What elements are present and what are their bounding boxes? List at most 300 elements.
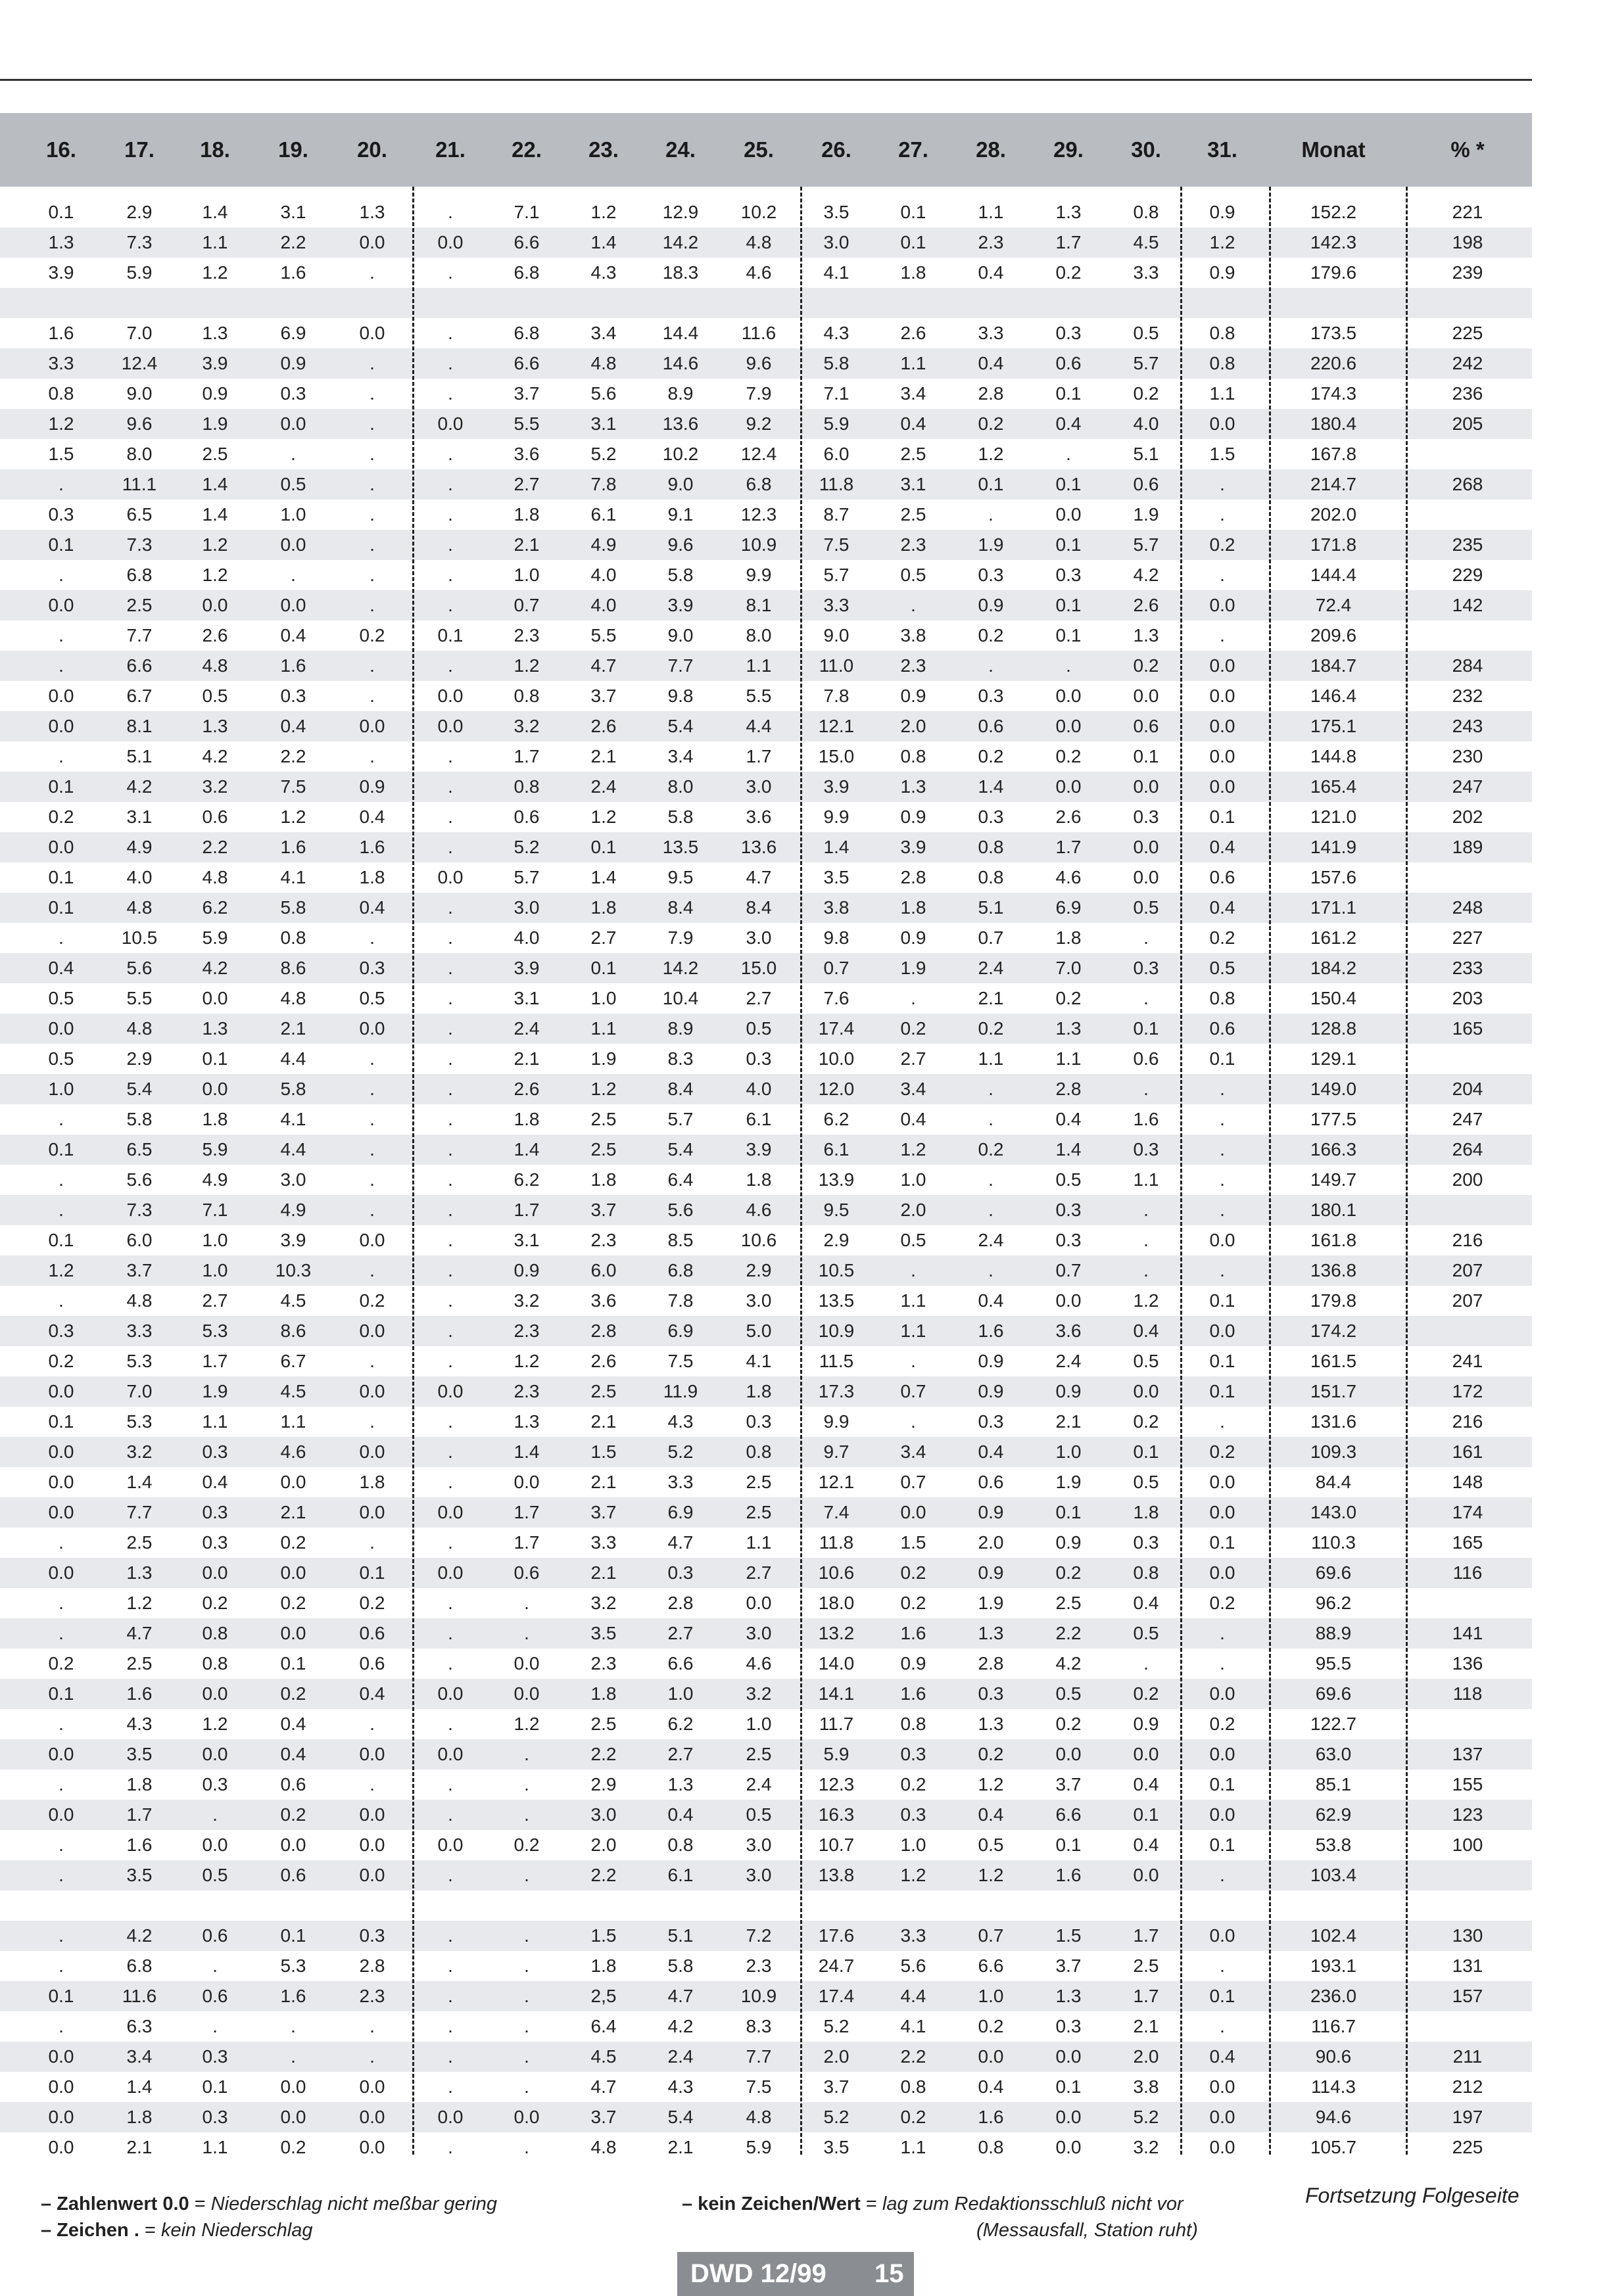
table-cell: 0.0 [1209,1502,1235,1522]
table-cell: 0.2 [1055,746,1082,766]
table-cell: 9.6 [667,534,694,555]
table-cell: 0.7 [978,1925,1004,1946]
table-cell: 1.1 [202,1411,228,1432]
table-cell: 232 [1452,686,1483,706]
table-cell: 2.8 [359,1956,385,1976]
table-cell: 6.8 [514,262,540,283]
table-cell: 0.9 [1055,1381,1082,1401]
table-row [0,621,1532,651]
table-cell: 0.6 [202,807,228,827]
table-cell: 3.3 [126,1321,153,1341]
table-cell: 0.2 [48,1351,74,1371]
table-cell: . [524,1774,529,1794]
table-cell: 2.6 [1055,807,1082,827]
table-cell: 0.0 [1209,655,1235,676]
table-cell: 5.3 [126,1411,153,1432]
table-cell: 13.2 [818,1623,855,1643]
table-cell: 1.2 [900,1865,926,1885]
table-cell: 9.6 [746,353,772,373]
table-cell: 6.2 [202,897,228,918]
table-cell: 4.5 [590,2046,617,2067]
table-cell: 5.6 [590,383,617,404]
table-cell: 0.2 [359,1593,385,1613]
table-cell [336,288,408,318]
table-cell: 0.2 [359,1290,385,1311]
table-cell [1281,288,1386,318]
table-cell: . [59,1200,64,1220]
table-cell: 0.0 [437,1502,464,1522]
table-cell: 1.6 [900,1683,926,1704]
table-cell: 3.7 [590,1200,617,1220]
table-cell [1422,862,1514,893]
table-cell: 174 [1452,1502,1483,1522]
table-cell: 5.5 [590,625,617,645]
table-cell: 5.7 [1133,353,1159,373]
table-cell: 17.4 [818,1986,855,2006]
table-cell: 0.3 [359,958,385,978]
table-cell: 9.0 [126,383,153,404]
table-cell: 15.0 [740,958,777,978]
table-cell: 5.7 [823,565,849,585]
table-cell: 0.0 [48,2107,74,2127]
table-cell: 4.9 [590,534,617,555]
table-cell: 14.1 [818,1683,855,1704]
table-cell: 1.3 [514,1411,540,1432]
table-cell: 4.8 [202,655,228,676]
table-cell: 2.0 [900,1200,926,1220]
table-cell: . [911,1260,916,1280]
table-cell: 1.9 [202,413,228,434]
table-cell: 4.4 [900,1986,926,2006]
table-cell: 69.6 [1315,1683,1352,1704]
table-cell: . [988,1260,993,1280]
table-cell: 0.2 [48,1653,74,1674]
table-cell: 0.1 [978,474,1004,494]
table-cell [1422,288,1514,318]
table-cell: 148 [1452,1472,1483,1492]
table-cell: 4.8 [746,2107,772,2127]
table-cell: 0.0 [359,323,385,343]
table-cell: 0.1 [1209,1986,1235,2006]
table-cell: 0.1 [1055,625,1082,645]
table-cell: 0.8 [978,867,1004,887]
table-cell: 9.9 [746,565,772,585]
table-cell: . [448,988,453,1008]
table-cell: 3.7 [590,2107,617,2127]
table-cell: 0.0 [48,1018,74,1039]
table-row [0,1195,1532,1225]
table-cell: 1.9 [1055,1472,1082,1492]
table-cell: . [370,1139,375,1160]
table-cell: 2.1 [514,1048,540,1069]
table-cell: 5.2 [823,2107,849,2127]
table-cell: . [448,1351,453,1371]
table-cell: 3.3 [590,1532,617,1553]
table-cell: 9.7 [823,1441,849,1462]
table-cell: 0.4 [1209,2046,1235,2067]
table-cell: 0.3 [978,1683,1004,1704]
table-cell: . [1220,1623,1225,1643]
table-cell: 14.4 [662,323,699,343]
table-cell: 1.3 [359,202,385,222]
table-cell: 6.9 [667,1502,694,1522]
column-header: 26. [821,137,851,162]
table-cell: 4.4 [280,1048,306,1069]
table-cell: 0.4 [978,1290,1004,1311]
table-cell: 5.8 [126,1109,153,1129]
table-cell [103,288,176,318]
table-cell: 0.3 [1055,2016,1082,2036]
table-cell: 0.9 [900,686,926,706]
table-cell: 0.4 [978,2076,1004,2097]
table-cell: . [524,2076,529,2097]
table-cell: 5.7 [1133,534,1159,555]
table-cell: 0.0 [280,2107,306,2127]
table-cell: 3.7 [126,1260,153,1280]
table-cell: 0.8 [202,1653,228,1674]
table-row [0,1014,1532,1044]
table-cell: 2.7 [514,474,540,494]
table-cell: 1.1 [202,2137,228,2157]
table-cell: 144.8 [1310,746,1357,766]
table-cell: . [524,1956,529,1976]
table-cell: 1.4 [590,867,617,887]
table-cell: 0.0 [359,1441,385,1462]
table-cell: 0.9 [359,776,385,797]
table-cell: 1.2 [978,444,1004,464]
table-cell: 1.8 [590,1956,617,1976]
table-cell: . [212,2016,218,2036]
table-cell: 2.5 [202,444,228,464]
table-cell: 6.8 [746,474,772,494]
table-cell: 0.2 [1055,1714,1082,1734]
table-cell: . [370,1351,375,1371]
table-cell: 2.9 [590,1774,617,1794]
table-cell: 0.7 [1055,1260,1082,1280]
table-cell: 2.2 [280,232,306,252]
table-cell: 5.9 [823,1744,849,1764]
table-cell: 4.2 [126,1925,153,1946]
footnote-zero: – Zahlenwert 0.0 = Niederschlag nicht meßbar gering [41,2193,497,2214]
table-cell: 11.9 [663,1381,698,1401]
table-cell: 3.4 [590,323,617,343]
table-cell: 1.2 [514,655,540,676]
table-cell: 0.8 [900,1714,926,1734]
table-row [0,1316,1532,1346]
table-cell: 1.1 [1055,1048,1082,1069]
table-cell: 0.0 [359,1835,385,1855]
table-cell: 4.3 [667,2076,694,2097]
table-cell: 0.4 [978,1441,1004,1462]
table-cell: 4.9 [280,1200,306,1220]
table-cell [1281,1890,1386,1921]
table-row [0,1044,1532,1074]
table-cell: 5.4 [667,1139,694,1160]
table-cell: 2.3 [746,1956,772,1976]
table-cell: 0.1 [48,534,74,555]
table-cell [1422,1890,1514,1921]
table-cell: . [448,958,453,978]
table-cell: . [448,323,453,343]
table-row [0,1679,1532,1709]
table-cell: 14.0 [818,1653,855,1674]
table-cell: . [59,1169,64,1190]
table-cell: 175.1 [1310,716,1357,736]
table-cell: 0.5 [746,1018,772,1039]
table-cell: 8.9 [667,383,694,404]
table-cell: 10.9 [740,1986,777,2006]
table-cell: 3.0 [823,232,849,252]
table-cell: 1.7 [514,1502,540,1522]
table-cell: 142.3 [1310,232,1357,252]
table-cell: 1.8 [359,867,385,887]
table-cell: 3.9 [202,353,228,373]
table-cell: 4.6 [746,1653,772,1674]
table-cell: 10.7 [818,1835,855,1855]
table-cell: 1.0 [280,504,306,525]
table-cell: 2.7 [590,927,617,948]
table-cell: 13.5 [818,1290,855,1311]
table-cell: 4.2 [1133,565,1159,585]
table-cell: 1.7 [514,1532,540,1553]
table-cell: 7.9 [746,383,772,404]
table-cell: 12.0 [818,1079,855,1099]
table-row [0,379,1532,409]
table-cell: 0.3 [202,1502,228,1522]
table-cell: 17.3 [818,1381,855,1401]
table-cell: 10.5 [818,1260,855,1280]
table-row [0,469,1532,500]
table-cell: 2.5 [126,1653,153,1674]
table-cell: 3.4 [900,383,926,404]
table-cell: . [1143,1260,1149,1280]
table-cell: 239 [1452,262,1483,283]
table-cell: 10.2 [740,202,777,222]
table-cell: 2.2 [900,2046,926,2067]
table-cell: 0.2 [900,1018,926,1039]
table-cell: 8.9 [667,1018,694,1039]
table-cell: 3.9 [48,262,74,283]
table-cell: 1.1 [900,2137,926,2157]
table-cell: . [448,1200,453,1220]
table-row [0,1890,1532,1921]
table-cell: 0.9 [900,927,926,948]
table-cell: 4.8 [126,1290,153,1311]
table-cell: 0.1 [280,1653,306,1674]
table-cell: 1.9 [590,1048,617,1069]
table-cell: 18.0 [818,1593,855,1613]
table-cell: 242 [1452,353,1483,373]
table-cell: 0.0 [1209,2137,1235,2157]
table-cell: 137 [1452,1744,1483,1764]
table-cell: 5.7 [667,1109,694,1129]
table-cell: 4.5 [280,1290,306,1311]
table-cell: 7.5 [746,2076,772,2097]
table-cell: 2.3 [514,625,540,645]
table-cell: 9.9 [823,1411,849,1432]
table-cell: 5.2 [514,837,540,857]
table-cell: 2.1 [126,2137,153,2157]
table-cell: 5.1 [1133,444,1159,464]
table-cell: 14.6 [662,353,699,373]
table-cell: 0.2 [1133,1683,1159,1704]
table-cell: 0.1 [1209,1532,1235,1553]
table-cell: 0.1 [202,2076,228,2097]
table-cell: 220.6 [1310,353,1357,373]
table-cell: 2.1 [667,2137,694,2157]
table-cell: . [448,807,453,827]
table-cell: 2.4 [1055,1351,1082,1371]
table-cell: 1.2 [202,262,228,283]
table-cell: 2.4 [514,1018,540,1039]
table-cell: 0.0 [437,1683,464,1704]
table-row [0,1135,1532,1165]
table-cell: 1.8 [126,1774,153,1794]
table-cell: 1.8 [514,1109,540,1129]
table-cell: 0.1 [590,837,617,857]
table-cell: 0.3 [1055,1200,1082,1220]
table-cell: 0.4 [978,1804,1004,1825]
table-cell: 1.3 [202,716,228,736]
table-cell: 0.0 [1209,746,1235,766]
table-cell: 4.2 [667,2016,694,2036]
table-cell: 0.1 [48,1230,74,1250]
table-cell: 3.6 [1055,1321,1082,1341]
table-cell: 0.4 [900,413,926,434]
table-cell: 17.6 [818,1925,855,1946]
table-cell: 0.9 [978,1381,1004,1401]
table-cell: 3.9 [900,837,926,857]
table-cell: 12.3 [740,504,777,525]
table-cell: 5.6 [900,1956,926,1976]
table-cell: 1.1 [746,1532,772,1553]
table-cell: . [448,776,453,797]
table-cell: 221 [1452,202,1483,222]
table-cell: 2.5 [590,1109,617,1129]
table-cell [567,288,640,318]
table-cell: 0.0 [1133,776,1159,797]
table-cell: 0.0 [1209,413,1235,434]
table-cell: 5.5 [746,686,772,706]
table-cell: 1.2 [202,534,228,555]
table-cell: 1.4 [202,474,228,494]
table-cell: 10.9 [740,534,777,555]
table-cell: 0.0 [202,988,228,1008]
table-cell: . [1220,1079,1225,1099]
table-cell: 3.6 [514,444,540,464]
table-cell: 3.4 [667,746,694,766]
table-cell: 0.3 [1133,1139,1159,1160]
table-cell: 0.5 [900,1230,926,1250]
table-cell: 1.3 [978,1623,1004,1643]
table-cell: 0.3 [202,1532,228,1553]
table-cell: 0.0 [1209,716,1235,736]
table-cell: 0.0 [1055,2137,1082,2157]
table-cell: 136 [1452,1653,1483,1674]
table-cell: 6.5 [126,504,153,525]
table-cell: 0.1 [1209,1290,1235,1311]
table-cell: 0.0 [359,2137,385,2157]
table-cell: 8.0 [746,625,772,645]
table-cell: 1.2 [1133,1290,1159,1311]
table-cell: 0.1 [202,1048,228,1069]
table-cell: 0.0 [1055,2107,1082,2127]
table-cell: 5.0 [746,1321,772,1341]
table-cell: 0.3 [280,686,306,706]
table-cell: 4.0 [590,595,617,615]
table-cell: 7.8 [590,474,617,494]
table-cell: 0.4 [667,1804,694,1825]
table-cell: . [524,2016,529,2036]
table-cell: . [448,2076,453,2097]
table-cell: . [370,504,375,525]
column-header: 17. [124,137,155,162]
table-cell: 236.0 [1310,1986,1357,2006]
table-cell: 3.7 [1055,1774,1082,1794]
table-cell: 3.3 [978,323,1004,343]
table-cell: 1.8 [1055,927,1082,948]
table-cell: 10.4 [662,988,699,1008]
table-cell: 0.0 [1055,504,1082,525]
table-cell: . [59,1774,64,1794]
table-cell: . [448,2016,453,2036]
table-cell: 3.0 [280,1169,306,1190]
table-cell: 4.6 [1055,867,1082,887]
table-cell: 4.4 [280,1139,306,1160]
table-cell: 12.9 [662,202,699,222]
table-cell: 0.0 [48,1804,74,1825]
table-cell: 0.1 [590,958,617,978]
table-cell: 5.6 [126,958,153,978]
table-cell: 9.8 [823,927,849,948]
table-cell: 4.7 [590,655,617,676]
table-cell: 0.4 [900,1109,926,1129]
table-cell: . [59,1714,64,1734]
table-cell: . [448,1169,453,1190]
column-separator [800,187,802,2155]
table-cell: 0.0 [48,1472,74,1492]
table-cell: . [1143,988,1149,1008]
table-cell: 0.0 [437,1744,464,1764]
table-cell: 6.2 [514,1169,540,1190]
table-cell: . [370,1260,375,1280]
table-cell: 1.6 [126,1835,153,1855]
table-row [0,681,1532,711]
table-cell: 0.1 [1209,1048,1235,1069]
table-cell: 1.7 [1133,1986,1159,2006]
table-cell: . [1220,504,1225,525]
table-cell: 2.5 [1055,1593,1082,1613]
table-cell: 2.4 [590,776,617,797]
table-cell: 4.5 [1133,232,1159,252]
table-row [0,2042,1532,2072]
table-cell: 0.0 [48,1744,74,1764]
table-cell: 0.0 [202,1835,228,1855]
table-cell: 69.6 [1315,1562,1352,1583]
table-cell: 180.4 [1310,413,1357,434]
table-cell: 2.0 [590,1835,617,1855]
table-row [0,1074,1532,1104]
table-cell: 0.0 [48,2137,74,2157]
column-header: 23. [588,137,619,162]
table-cell: 2.6 [590,716,617,736]
table-cell: . [59,625,64,645]
table-cell: . [1220,474,1225,494]
table-cell: 3.9 [823,776,849,797]
table-cell: 1.8 [590,897,617,918]
table-row [0,560,1532,590]
table-cell: 0.0 [359,1502,385,1522]
